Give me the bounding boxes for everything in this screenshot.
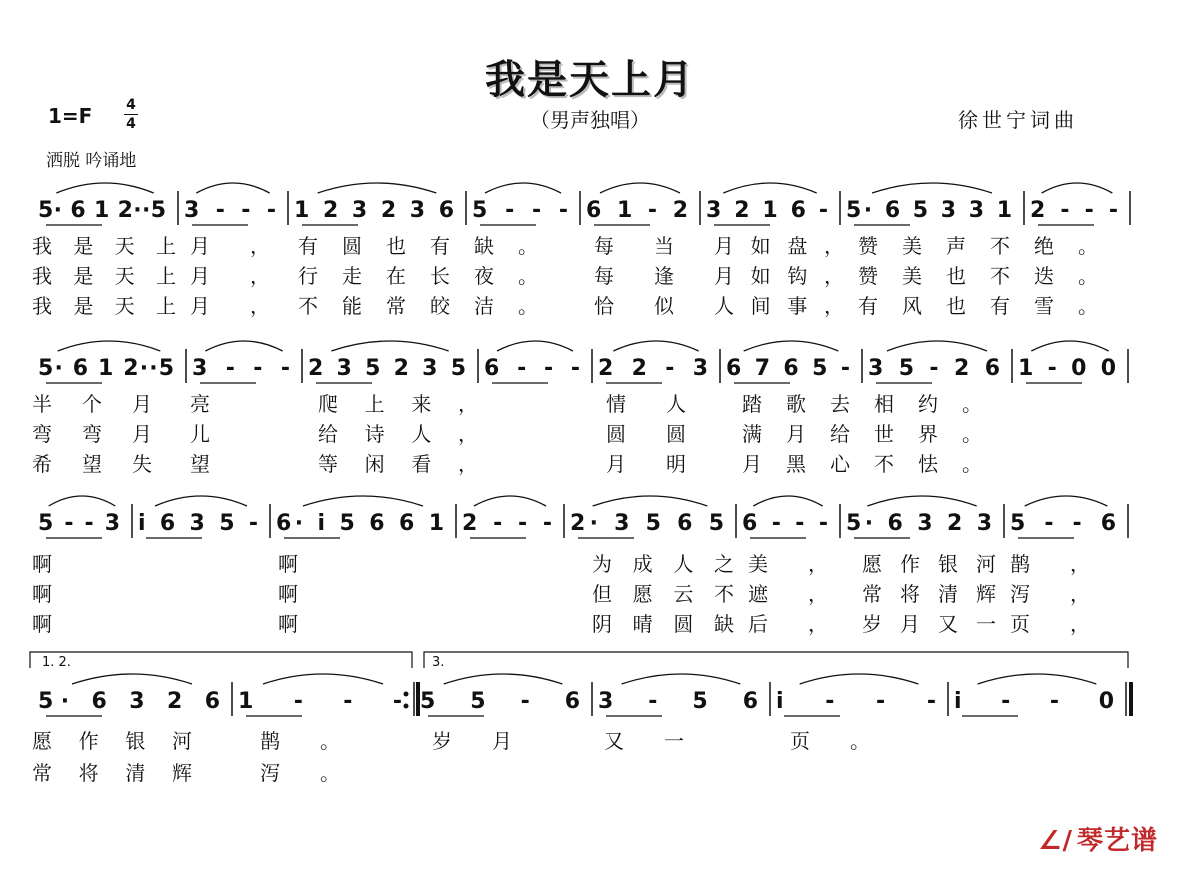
song-title: 我是天上月 [485, 57, 695, 103]
slur [318, 183, 437, 193]
measure-2-2: 3 - - - [192, 356, 290, 381]
lyric-segment: 愿作银河 [862, 552, 996, 576]
slur [593, 496, 708, 506]
repeat-dot [404, 704, 409, 709]
measure-2-3: 2 3 5 2 3 5 [308, 356, 466, 381]
lyric-segment: 赞美也不迭。 [858, 264, 1098, 288]
score-system-1 [32, 183, 1130, 318]
lyric-segment: 愿作银河 [32, 729, 192, 753]
score-system-4 [30, 652, 1131, 785]
slur [978, 674, 1097, 684]
slur [155, 496, 247, 506]
slur [58, 341, 161, 351]
slur [887, 341, 987, 351]
lyric-segment: 满月给世界。 [742, 422, 982, 446]
measure-2-7: 3 5 - 2 6 [868, 356, 1000, 381]
measure-4-6: i - - 0 [954, 689, 1114, 714]
lyric-segment: 望 [190, 452, 210, 476]
meter-top: 4 [126, 97, 136, 113]
tempo-marking: 洒脱 吟诵地 [46, 151, 137, 171]
lyric-segment: 常将清辉 [862, 582, 996, 606]
lyric-segment: 为成人之 [592, 552, 734, 576]
slur [196, 183, 269, 193]
lyric-segment: 页， [1010, 612, 1090, 636]
slur [753, 496, 822, 506]
score-system-3 [32, 496, 1128, 636]
lyric-segment: 鹊。 [260, 729, 340, 753]
slur [497, 341, 573, 351]
measure-3-7: 5· 6 3 2 3 [846, 511, 992, 536]
slur [622, 674, 741, 684]
measure-3-4: 2 - - - [462, 511, 552, 536]
slur [723, 183, 816, 193]
slur [1025, 496, 1108, 506]
lyric-segment: 鹊， [1010, 552, 1090, 576]
lyric-segment: 月， [190, 294, 270, 318]
measure-1-7: 5· 6 5 3 3 1 [846, 198, 1012, 223]
lyric-segment: 情人 [606, 392, 686, 416]
lyric-segment: 后， [748, 612, 828, 636]
lyric-segment: 人间事， [714, 294, 844, 318]
measure-1-5: 6 1 - 2 [586, 198, 688, 223]
measure-1-6: 3 2 1 6 - [706, 198, 828, 223]
lyric-segment: 弯弯月 [32, 422, 152, 446]
volta-label-3: 3. [432, 655, 445, 670]
lyric-segment: 遮， [748, 582, 828, 606]
lyric-segment: 给诗人， [318, 422, 478, 446]
lyric-segment: 阴晴圆缺 [592, 612, 734, 636]
lyric-segment: 常将清辉 [32, 761, 192, 785]
slur [1042, 183, 1113, 193]
lyric-segment: 等闲看， [318, 452, 478, 476]
lyric-segment: 但愿云不 [592, 582, 734, 606]
lyric-segment: 月如钩， [714, 264, 844, 288]
score-system-2 [32, 341, 1128, 476]
lyric-segment: 恰似 [594, 294, 674, 318]
meter-bottom: 4 [126, 116, 136, 132]
lyric-segment: 有圆也有缺。 [298, 234, 538, 258]
slur [331, 341, 448, 351]
measure-4-3: 5 5 - 6 [420, 689, 580, 714]
lyric-segment: 月， [190, 264, 270, 288]
measure-3-2: i 6 3 5 - [138, 511, 258, 536]
lyric-segment: 半个月 [32, 392, 152, 416]
lyric-segment: 赞美声不绝。 [858, 234, 1098, 258]
lyric-segment: 行走在长夜。 [298, 264, 538, 288]
lyric-segment: 啊 [278, 582, 298, 606]
volta-bracket-3 [424, 652, 1128, 668]
slur [303, 496, 423, 506]
song-subtitle: （男声独唱） [530, 108, 650, 132]
lyric-segment: 不能常皎洁。 [298, 294, 538, 318]
repeat-dot [404, 692, 409, 697]
lyric-segment: 岁月又一 [862, 612, 996, 636]
lyric-segment: 啊 [32, 552, 52, 576]
logo-mark-icon: ∠∕ [1038, 826, 1073, 856]
slur [744, 341, 839, 351]
measure-1-4: 5 - - - [472, 198, 568, 223]
lyric-segment: 啊 [278, 612, 298, 636]
lyric-segment: 月明 [606, 452, 686, 476]
measure-2-4: 6 - - - [484, 356, 580, 381]
site-logo [1038, 820, 1158, 857]
slur [263, 674, 383, 684]
lyric-segment: 啊 [278, 552, 298, 576]
lyricist-composer-credit: 徐世宁词曲 [958, 108, 1078, 132]
lyric-segment: 美， [748, 552, 828, 576]
measure-2-5: 2 2 - 3 [598, 356, 708, 381]
lyric-segment: 每逢 [594, 264, 674, 288]
lyric-segment: 啊 [32, 612, 52, 636]
measure-2-1: 5· 6 1 2··5 [38, 356, 174, 381]
measure-1-3: 1 2 3 2 3 6 [294, 198, 454, 223]
measure-2-6: 6 7 6 5 - [726, 356, 850, 381]
volta-label-1: 1. 2. [42, 655, 71, 670]
lyric-segment: 每当 [594, 234, 674, 258]
lyric-segment: 岁月 [432, 729, 512, 753]
slur [872, 183, 992, 193]
lyric-segment: 泻。 [260, 761, 340, 785]
lyric-segment: 希望失 [32, 452, 152, 476]
lyric-segment: 又一 [604, 729, 684, 753]
lyric-segment: 泻， [1010, 582, 1090, 606]
lyric-segment: 月， [190, 234, 270, 258]
slur [444, 674, 563, 684]
key-signature: 1=F [48, 104, 93, 128]
slur [485, 183, 561, 193]
measure-1-1: 5· 6 1 2··5 [38, 198, 166, 223]
lyric-segment: 我是天上 [32, 294, 176, 318]
slur [72, 674, 192, 684]
lyric-segment: 月如盘， [714, 234, 844, 258]
lyric-segment: 爬上来， [318, 392, 478, 416]
lyric-segment: 圆圆 [606, 422, 686, 446]
lyric-segment: 亮 [190, 392, 210, 416]
measure-1-2: 3 - - - [184, 198, 276, 223]
measure-2-8: 1 - 0 0 [1018, 356, 1116, 381]
slur [474, 496, 546, 506]
logo-text: 琴艺谱 [1076, 826, 1158, 856]
slur [800, 674, 919, 684]
measure-4-1: 5· 6 3 2 6 [38, 689, 220, 714]
measure-3-5: 2· 3 5 6 5 [570, 511, 724, 536]
lyric-segment: 踏歌去相约。 [742, 392, 982, 416]
lyric-segment: 我是天上 [32, 264, 176, 288]
measure-1-8: 2 - - - [1030, 198, 1118, 223]
measure-3-8: 5 - - 6 [1010, 511, 1116, 536]
slur [205, 341, 282, 351]
measure-3-1: 5 - - 3 [38, 511, 120, 536]
measure-3-3: 6· i 5 6 6 1 [276, 511, 444, 536]
measure-4-2: 1 - - - [238, 689, 402, 714]
lyric-segment: 有风也有雪。 [858, 294, 1098, 318]
lyric-segment: 我是天上 [32, 234, 176, 258]
slur [600, 183, 680, 193]
lyric-segment: 页。 [790, 729, 870, 753]
measure-3-6: 6 - - - [742, 511, 828, 536]
slur [613, 341, 698, 351]
slur [49, 496, 116, 506]
slur [56, 183, 153, 193]
slur [1031, 341, 1108, 351]
lyric-segment: 儿 [190, 422, 210, 446]
slur [867, 496, 976, 506]
measure-4-4: 3 - 5 6 [598, 689, 758, 714]
lyric-segment: 啊 [32, 582, 52, 606]
measure-4-5: i - - - [776, 689, 936, 714]
lyric-segment: 月黑心不怯。 [742, 452, 982, 476]
volta-bracket-1 [30, 652, 412, 668]
